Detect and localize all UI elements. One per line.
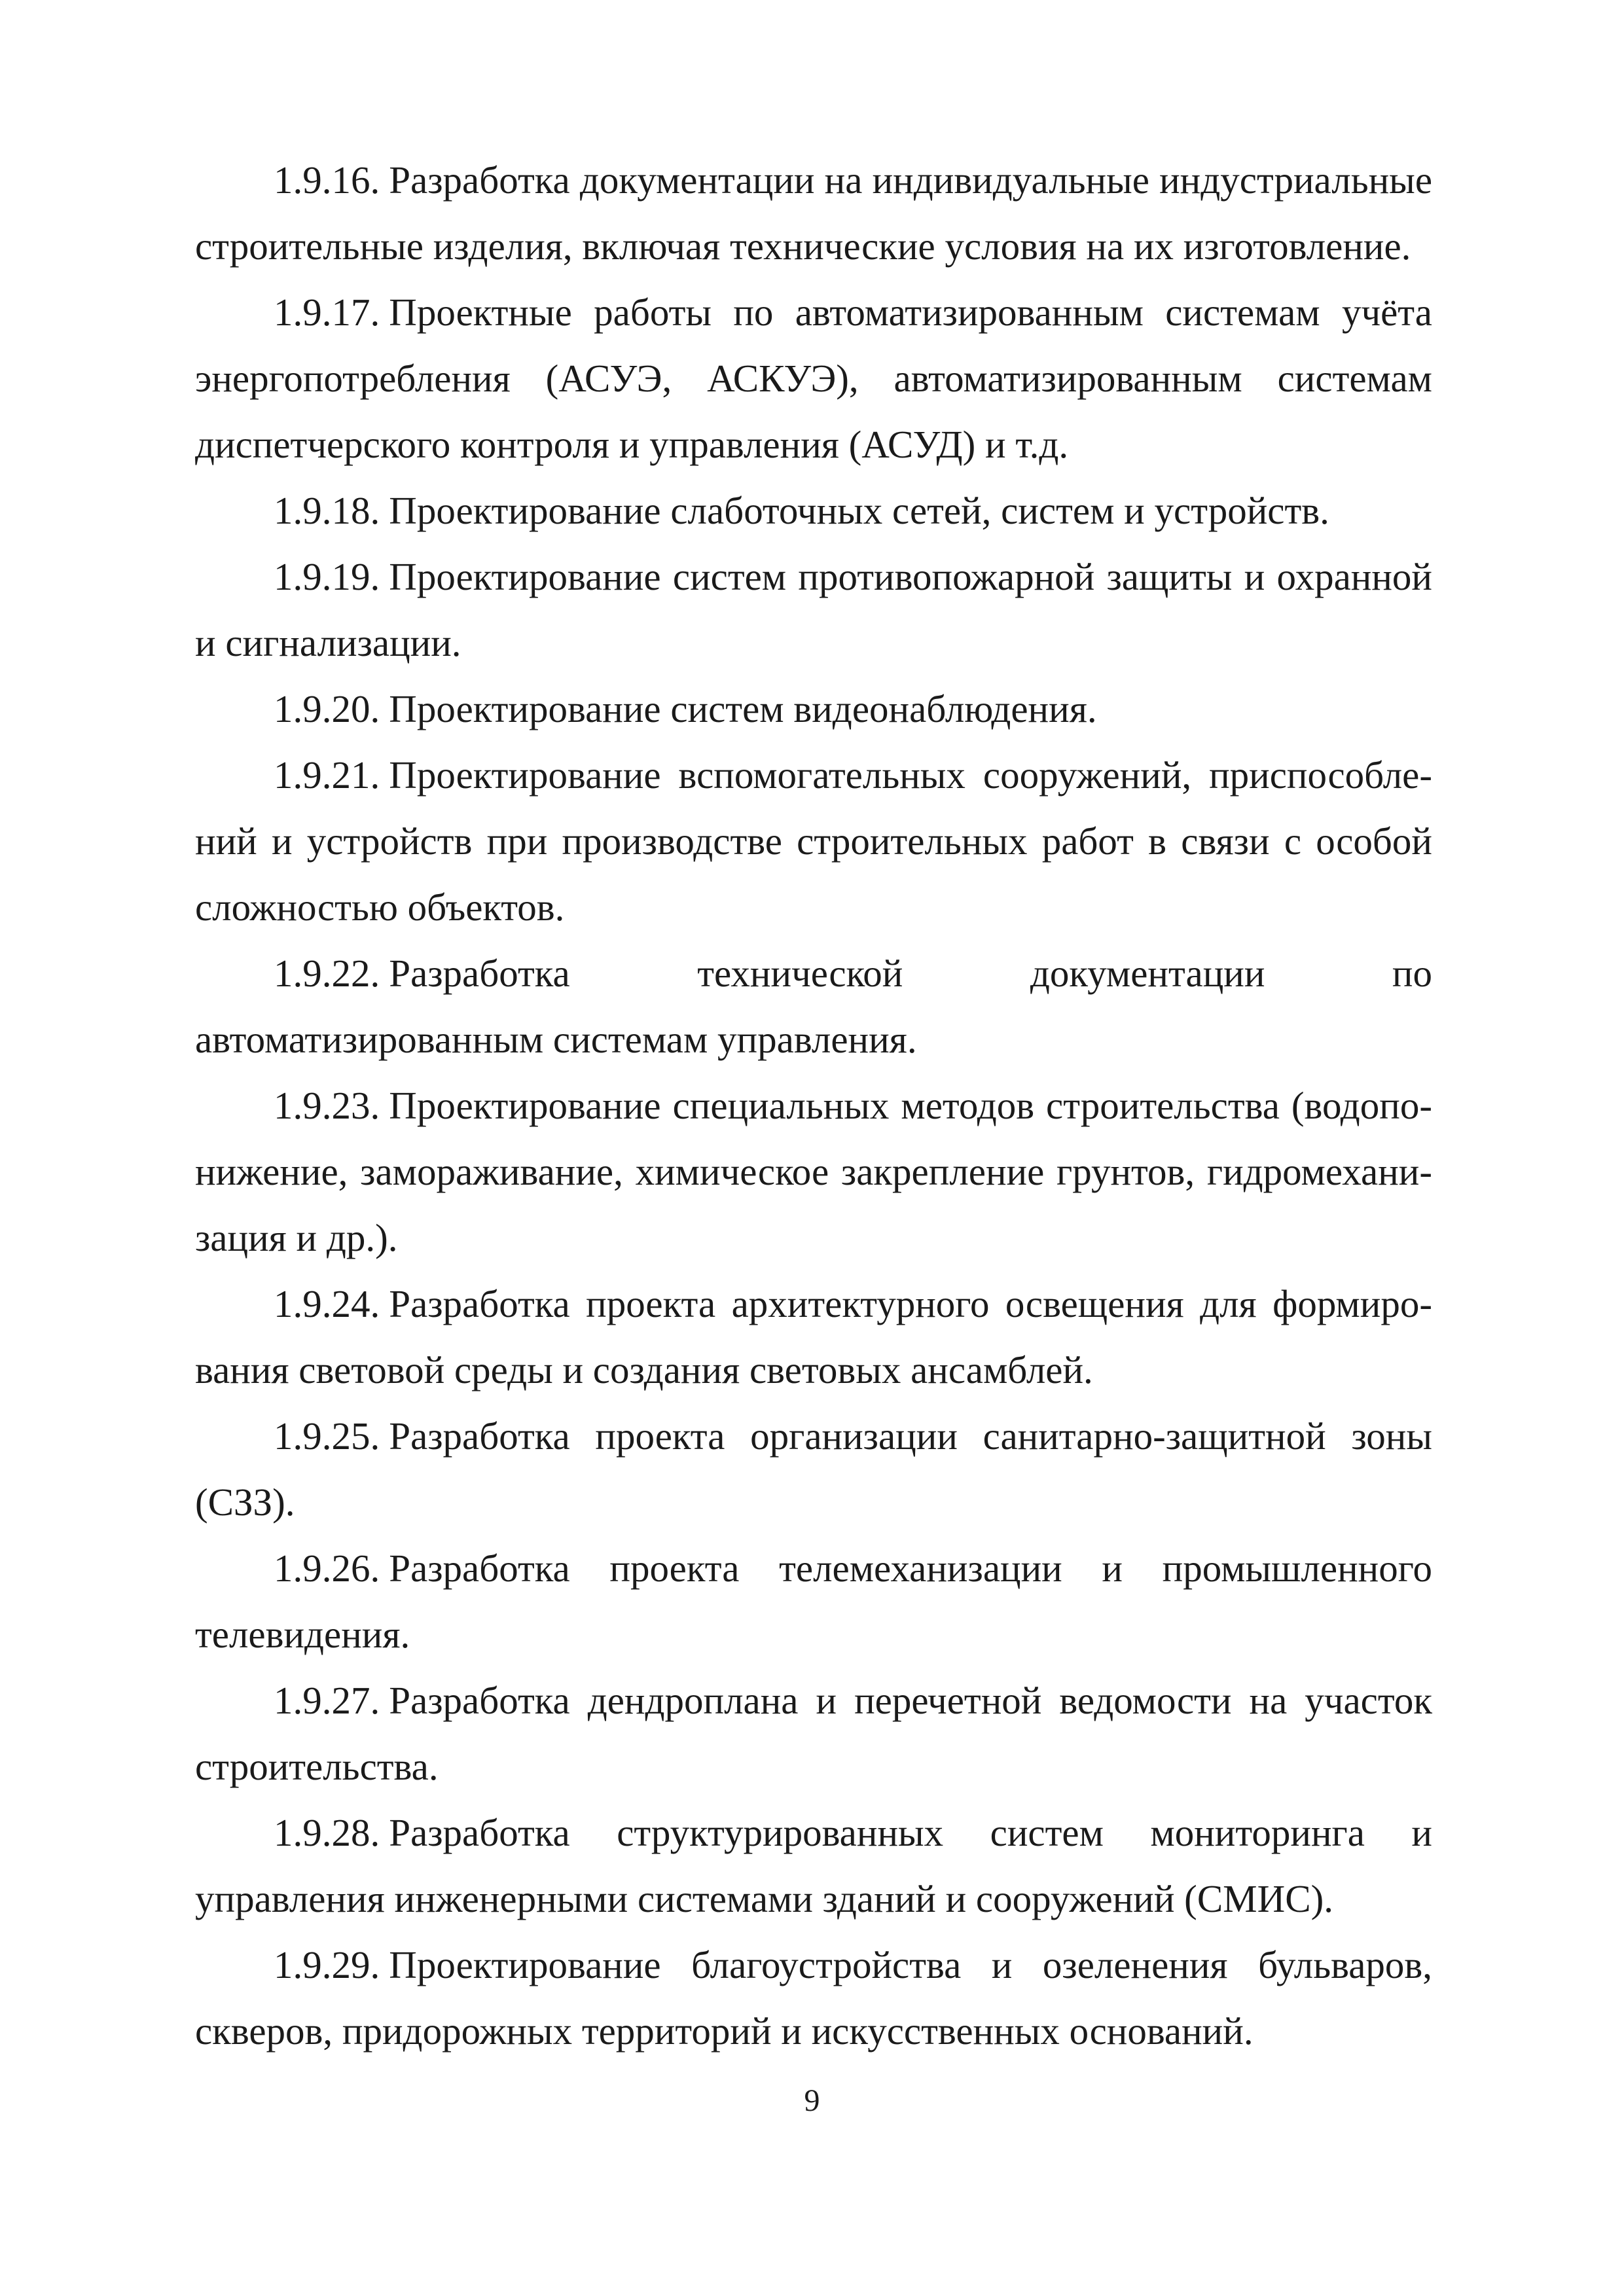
item-number: 1.9.18.	[274, 489, 380, 532]
list-item	[195, 742, 1432, 941]
item-number: 1.9.20.	[274, 687, 380, 730]
item-text: Разработка проекта телемеханизации и промышленного телевидения.	[195, 1547, 1432, 1656]
item-text: Разработка дендроплана и перечетной ведомости на участок строительства.	[195, 1679, 1432, 1788]
list-item	[195, 941, 1432, 1073]
list-item	[195, 1800, 1432, 1932]
item-text: Проектирование благоустройства и озеленения бульваров, скверов, придорожных территорий и искусственных оснований.	[195, 1943, 1432, 2053]
page-number: 9	[804, 2083, 820, 2118]
list-item	[195, 544, 1432, 676]
item-number: 1.9.16.	[274, 158, 380, 202]
item-number: 1.9.25.	[274, 1414, 380, 1458]
list-item	[195, 1403, 1432, 1535]
list-item	[195, 1932, 1432, 2064]
item-text: Разработка структурированных систем мониторинга и управления инженерными системами зданий и сооружений (СМИС).	[195, 1811, 1432, 1920]
item-text: Проектные работы по автоматизированным системам учёта энергопотребления (АСУЭ, АСКУЭ), автоматизированным системам диспетчерского контроля и управления (АСУД) и т.д.	[195, 291, 1432, 466]
list-item	[195, 1271, 1432, 1403]
list-item	[195, 279, 1432, 478]
item-text: Разработка проекта архитектурного освещения для формирования световой среды и создания световых ансамблей.	[195, 1282, 1432, 1391]
item-number: 1.9.24.	[274, 1282, 380, 1325]
list-item	[195, 676, 1432, 742]
item-text: Разработка технической документации по автоматизированным системам управления.	[195, 952, 1432, 1061]
item-text: Проектирование слаботочных сетей, систем и устройств.	[389, 489, 1329, 532]
item-number: 1.9.21.	[274, 753, 380, 797]
item-text: Проектирование специальных методов строительства (водопонижение, замораживание, химическое закрепление грунтов, гидромеханизация и др.).	[195, 1084, 1432, 1259]
list-item	[195, 1073, 1432, 1271]
item-number: 1.9.17.	[274, 291, 380, 334]
document-body	[195, 147, 1432, 2064]
item-number: 1.9.26.	[274, 1547, 380, 1590]
item-text: Проектирование вспомогательных сооружений, приспособлений и устройств при производстве строительных работ в связи с особой сложностью объектов.	[195, 753, 1432, 929]
list-item	[195, 147, 1432, 279]
item-text: Разработка проекта организации санитарно-защитной зоны (СЗЗ).	[195, 1414, 1432, 1524]
list-item	[195, 1535, 1432, 1668]
item-number: 1.9.23.	[274, 1084, 380, 1127]
item-number: 1.9.27.	[274, 1679, 380, 1722]
item-text: Проектирование систем видеонаблюдения.	[389, 687, 1097, 730]
item-number: 1.9.28.	[274, 1811, 380, 1854]
item-text: Разработка документации на индивидуальные индустриальные строительные изделия, включая технические условия на их изготовление.	[195, 158, 1432, 268]
list-item	[195, 1668, 1432, 1800]
item-number: 1.9.22.	[274, 952, 380, 995]
item-number: 1.9.19.	[274, 555, 380, 598]
list-item	[195, 478, 1432, 544]
item-text: Проектирование систем противопожарной защиты и охранной и сигнализации.	[195, 555, 1432, 664]
item-number: 1.9.29.	[274, 1943, 380, 1986]
